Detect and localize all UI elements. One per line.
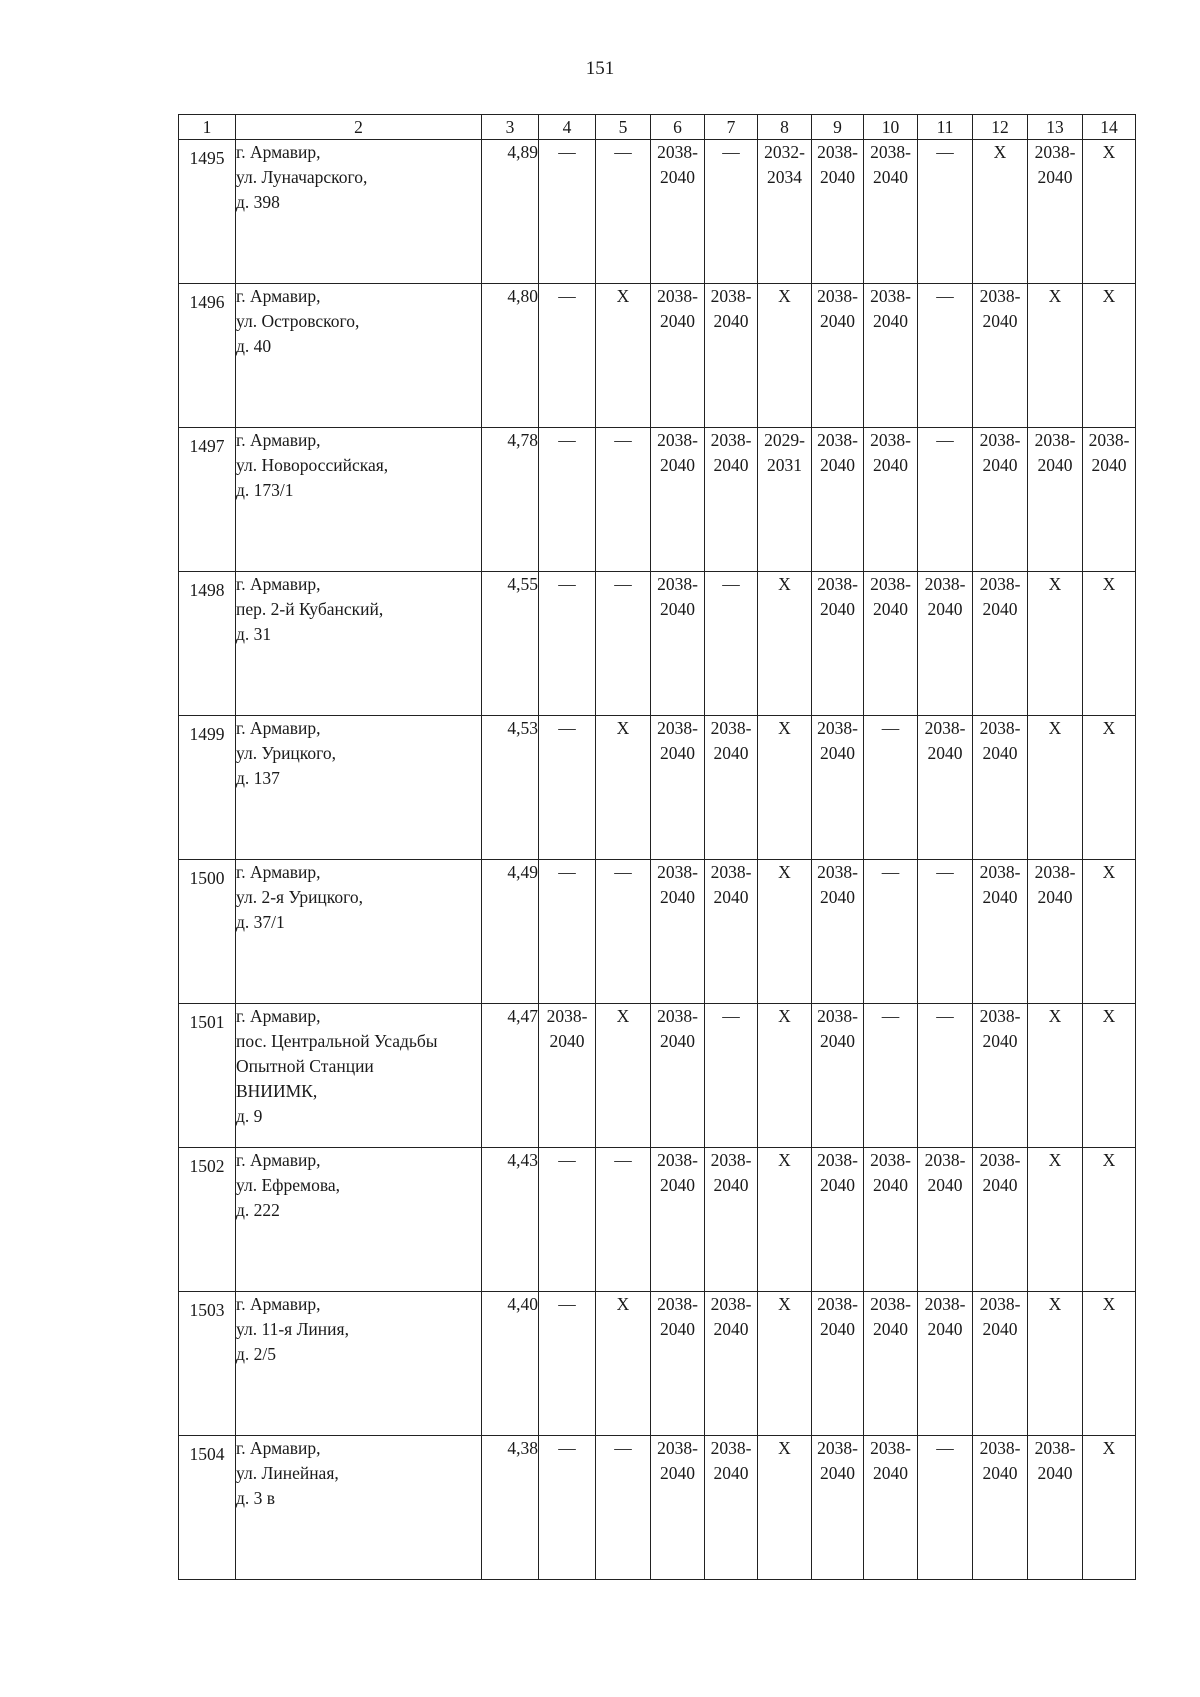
cell-col-10: — <box>864 860 918 1004</box>
address-line: г. Армавир, <box>236 1150 321 1170</box>
cell-col-10: 2038- 2040 <box>864 1148 918 1292</box>
column-header-5: 5 <box>596 115 651 140</box>
cell-col-11: 2038- 2040 <box>918 572 973 716</box>
page-number: 151 <box>585 58 615 79</box>
cell-col-5: — <box>596 860 651 1004</box>
table-body <box>179 140 1136 1580</box>
cell-col-12: 2038- 2040 <box>973 1004 1028 1148</box>
address-line: ул. 2-я Урицкого, <box>236 887 364 907</box>
cell-col-7: — <box>705 572 758 716</box>
column-header-14: 14 <box>1083 115 1136 140</box>
cell-col-14: Х <box>1083 284 1136 428</box>
address-cell <box>236 284 482 428</box>
cell-col-7: 2038- 2040 <box>705 1292 758 1436</box>
address-line: д. 2/5 <box>236 1344 277 1364</box>
cell-col-5: Х <box>596 1004 651 1148</box>
cell-col-6: 2038- 2040 <box>651 1148 705 1292</box>
address-line: г. Армавир, <box>236 1006 321 1026</box>
cell-col-7: 2038- 2040 <box>705 1436 758 1580</box>
cell-col-5: Х <box>596 716 651 860</box>
table-row <box>179 1436 1136 1580</box>
area-value: 4,55 <box>482 572 539 716</box>
address-line: г. Армавир, <box>236 286 321 306</box>
cell-col-9: 2038- 2040 <box>812 1148 864 1292</box>
area-value: 4,89 <box>482 140 539 284</box>
address-line: г. Армавир, <box>236 718 321 738</box>
cell-col-9: 2038- 2040 <box>812 860 864 1004</box>
cell-col-7: 2038- 2040 <box>705 428 758 572</box>
cell-col-14: 2038- 2040 <box>1083 428 1136 572</box>
cell-col-4: — <box>539 716 596 860</box>
address-line: ул. Линейная, <box>236 1463 339 1483</box>
address-line: г. Армавир, <box>236 142 321 162</box>
cell-col-11: 2038- 2040 <box>918 716 973 860</box>
cell-col-6: 2038- 2040 <box>651 572 705 716</box>
cell-col-12: 2038- 2040 <box>973 572 1028 716</box>
address-line: ул. Урицкого, <box>236 743 337 763</box>
address-cell <box>236 860 482 1004</box>
cell-col-8: Х <box>758 1292 812 1436</box>
address-line: д. 37/1 <box>236 912 285 932</box>
cell-col-5: Х <box>596 284 651 428</box>
cell-col-12: 2038- 2040 <box>973 1148 1028 1292</box>
cell-col-5: — <box>596 428 651 572</box>
cell-col-4: — <box>539 1292 596 1436</box>
cell-col-12: 2038- 2040 <box>973 428 1028 572</box>
address-cell <box>236 140 482 284</box>
table-row <box>179 428 1136 572</box>
column-header-13: 13 <box>1028 115 1083 140</box>
cell-col-6: 2038- 2040 <box>651 860 705 1004</box>
cell-col-4: — <box>539 284 596 428</box>
cell-col-10: 2038- 2040 <box>864 572 918 716</box>
area-value: 4,43 <box>482 1148 539 1292</box>
cell-col-9: 2038- 2040 <box>812 1292 864 1436</box>
cell-col-13: Х <box>1028 1004 1083 1148</box>
cell-col-11: — <box>918 428 973 572</box>
cell-col-9: 2038- 2040 <box>812 428 864 572</box>
cell-col-12: 2038- 2040 <box>973 716 1028 860</box>
cell-col-9: 2038- 2040 <box>812 1004 864 1148</box>
row-number: 1499 <box>179 716 236 860</box>
cell-col-6: 2038- 2040 <box>651 140 705 284</box>
column-header-10: 10 <box>864 115 918 140</box>
address-line: д. 31 <box>236 624 272 644</box>
address-line: г. Армавир, <box>236 862 321 882</box>
cell-col-6: 2038- 2040 <box>651 428 705 572</box>
address-line: г. Армавир, <box>236 430 321 450</box>
cell-col-6: 2038- 2040 <box>651 1292 705 1436</box>
column-header-2: 2 <box>236 115 482 140</box>
cell-col-6: 2038- 2040 <box>651 284 705 428</box>
cell-col-13: Х <box>1028 716 1083 860</box>
row-number: 1502 <box>179 1148 236 1292</box>
cell-col-12: 2038- 2040 <box>973 1292 1028 1436</box>
area-value: 4,53 <box>482 716 539 860</box>
cell-col-7: 2038- 2040 <box>705 284 758 428</box>
address-line: г. Армавир, <box>236 1294 321 1314</box>
area-value: 4,49 <box>482 860 539 1004</box>
cell-col-4: — <box>539 1148 596 1292</box>
column-header-4: 4 <box>539 115 596 140</box>
cell-col-7: — <box>705 1004 758 1148</box>
column-header-12: 12 <box>973 115 1028 140</box>
cell-col-13: Х <box>1028 572 1083 716</box>
column-header-9: 9 <box>812 115 864 140</box>
cell-col-8: Х <box>758 284 812 428</box>
row-number: 1501 <box>179 1004 236 1148</box>
cell-col-10: 2038- 2040 <box>864 1292 918 1436</box>
row-number: 1497 <box>179 428 236 572</box>
address-line: пос. Центральной Усадьбы <box>236 1031 438 1051</box>
register-table <box>178 114 1136 1580</box>
address-line: г. Армавир, <box>236 1438 321 1458</box>
cell-col-11: — <box>918 140 973 284</box>
cell-col-11: — <box>918 1436 973 1580</box>
address-cell <box>236 1148 482 1292</box>
column-header-6: 6 <box>651 115 705 140</box>
cell-col-5: Х <box>596 1292 651 1436</box>
cell-col-4: — <box>539 140 596 284</box>
cell-col-9: 2038- 2040 <box>812 1436 864 1580</box>
cell-col-9: 2038- 2040 <box>812 140 864 284</box>
area-value: 4,40 <box>482 1292 539 1436</box>
cell-col-7: 2038- 2040 <box>705 860 758 1004</box>
cell-col-8: Х <box>758 860 812 1004</box>
table-row <box>179 140 1136 284</box>
address-line: ул. Новороссийская, <box>236 455 389 475</box>
address-line: д. 222 <box>236 1200 280 1220</box>
table-row <box>179 1292 1136 1436</box>
table-row <box>179 572 1136 716</box>
cell-col-4: — <box>539 572 596 716</box>
cell-col-14: Х <box>1083 716 1136 860</box>
cell-col-12: Х <box>973 140 1028 284</box>
address-line: ВНИИМК, <box>236 1081 318 1101</box>
cell-col-10: 2038- 2040 <box>864 1436 918 1580</box>
cell-col-13: Х <box>1028 284 1083 428</box>
column-header-11: 11 <box>918 115 973 140</box>
cell-col-8: Х <box>758 572 812 716</box>
cell-col-6: 2038- 2040 <box>651 1436 705 1580</box>
cell-col-12: 2038- 2040 <box>973 860 1028 1004</box>
cell-col-9: 2038- 2040 <box>812 284 864 428</box>
cell-col-13: 2038- 2040 <box>1028 860 1083 1004</box>
table-row <box>179 860 1136 1004</box>
address-line: д. 3 в <box>236 1488 276 1508</box>
cell-col-9: 2038- 2040 <box>812 572 864 716</box>
cell-col-13: 2038- 2040 <box>1028 140 1083 284</box>
cell-col-14: Х <box>1083 1436 1136 1580</box>
table-row <box>179 1004 1136 1148</box>
address-cell <box>236 572 482 716</box>
address-line: ул. Островского, <box>236 311 360 331</box>
cell-col-8: 2032- 2034 <box>758 140 812 284</box>
row-number: 1496 <box>179 284 236 428</box>
header-row <box>179 115 1136 140</box>
row-number: 1503 <box>179 1292 236 1436</box>
address-cell <box>236 428 482 572</box>
address-line: д. 137 <box>236 768 280 788</box>
cell-col-14: Х <box>1083 1004 1136 1148</box>
cell-col-13: 2038- 2040 <box>1028 1436 1083 1580</box>
cell-col-14: Х <box>1083 1292 1136 1436</box>
cell-col-11: — <box>918 1004 973 1148</box>
cell-col-7: 2038- 2040 <box>705 1148 758 1292</box>
cell-col-8: Х <box>758 1436 812 1580</box>
cell-col-11: — <box>918 284 973 428</box>
row-number: 1495 <box>179 140 236 284</box>
cell-col-14: Х <box>1083 860 1136 1004</box>
cell-col-7: — <box>705 140 758 284</box>
cell-col-4: — <box>539 428 596 572</box>
cell-col-4: — <box>539 860 596 1004</box>
row-number: 1498 <box>179 572 236 716</box>
cell-col-5: — <box>596 1436 651 1580</box>
table-row <box>179 1148 1136 1292</box>
cell-col-7: 2038- 2040 <box>705 716 758 860</box>
table-row <box>179 716 1136 860</box>
address-cell <box>236 716 482 860</box>
cell-col-8: Х <box>758 716 812 860</box>
area-value: 4,80 <box>482 284 539 428</box>
cell-col-13: Х <box>1028 1148 1083 1292</box>
cell-col-6: 2038- 2040 <box>651 716 705 860</box>
address-line: д. 398 <box>236 192 280 212</box>
area-value: 4,38 <box>482 1436 539 1580</box>
address-line: Опытной Станции <box>236 1056 374 1076</box>
address-line: д. 40 <box>236 336 272 356</box>
cell-col-8: Х <box>758 1004 812 1148</box>
row-number: 1504 <box>179 1436 236 1580</box>
cell-col-13: Х <box>1028 1292 1083 1436</box>
address-line: д. 173/1 <box>236 480 294 500</box>
cell-col-8: Х <box>758 1148 812 1292</box>
cell-col-4: 2038- 2040 <box>539 1004 596 1148</box>
area-value: 4,78 <box>482 428 539 572</box>
cell-col-5: — <box>596 1148 651 1292</box>
address-cell <box>236 1436 482 1580</box>
cell-col-12: 2038- 2040 <box>973 284 1028 428</box>
cell-col-10: — <box>864 1004 918 1148</box>
cell-col-9: 2038- 2040 <box>812 716 864 860</box>
table-header <box>179 115 1136 140</box>
cell-col-11: 2038- 2040 <box>918 1148 973 1292</box>
column-header-7: 7 <box>705 115 758 140</box>
address-cell <box>236 1004 482 1148</box>
address-line: д. 9 <box>236 1106 263 1126</box>
cell-col-12: 2038- 2040 <box>973 1436 1028 1580</box>
cell-col-10: — <box>864 716 918 860</box>
table-row <box>179 284 1136 428</box>
cell-col-14: Х <box>1083 572 1136 716</box>
address-line: ул. Луначарского, <box>236 167 368 187</box>
address-line: г. Армавир, <box>236 574 321 594</box>
area-value: 4,47 <box>482 1004 539 1148</box>
cell-col-11: — <box>918 860 973 1004</box>
column-header-1: 1 <box>179 115 236 140</box>
cell-col-11: 2038- 2040 <box>918 1292 973 1436</box>
cell-col-10: 2038- 2040 <box>864 428 918 572</box>
address-line: пер. 2-й Кубанский, <box>236 599 384 619</box>
cell-col-5: — <box>596 572 651 716</box>
cell-col-14: Х <box>1083 1148 1136 1292</box>
column-header-3: 3 <box>482 115 539 140</box>
column-header-8: 8 <box>758 115 812 140</box>
cell-col-4: — <box>539 1436 596 1580</box>
address-cell <box>236 1292 482 1436</box>
cell-col-10: 2038- 2040 <box>864 284 918 428</box>
cell-col-6: 2038- 2040 <box>651 1004 705 1148</box>
cell-col-5: — <box>596 140 651 284</box>
cell-col-13: 2038- 2040 <box>1028 428 1083 572</box>
cell-col-10: 2038- 2040 <box>864 140 918 284</box>
address-line: ул. 11-я Линия, <box>236 1319 349 1339</box>
cell-col-8: 2029- 2031 <box>758 428 812 572</box>
row-number: 1500 <box>179 860 236 1004</box>
cell-col-14: Х <box>1083 140 1136 284</box>
address-line: ул. Ефремова, <box>236 1175 341 1195</box>
